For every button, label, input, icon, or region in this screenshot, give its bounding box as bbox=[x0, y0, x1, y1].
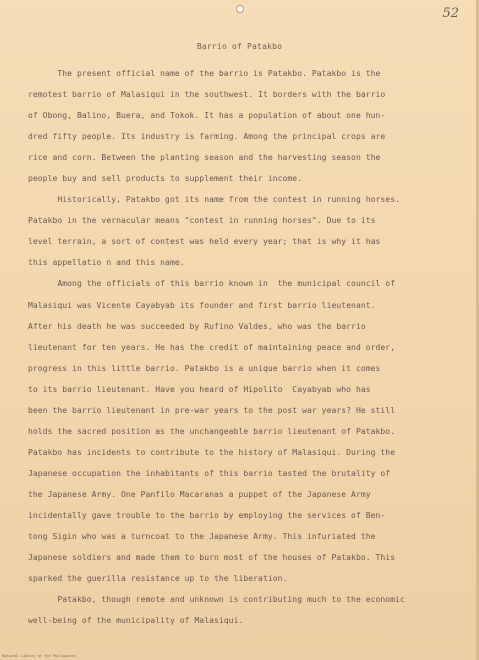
text-line: Japanese soldiers and made them to burn most of the houses of Patakbo. This bbox=[28, 553, 396, 563]
text-line: the Japanese Army. One Panfilo Macaranas a puppet of the Japanese Army bbox=[28, 489, 371, 499]
text-line: Historically, Patakbo got its name from the contest in running horses. bbox=[28, 195, 400, 205]
text-line: progress in this little barrio. Patakbo is a unique barrio when it comes bbox=[28, 363, 381, 373]
text-line: sparked the guerilla resistance up to the liberation. bbox=[28, 574, 288, 584]
text-line: Patakbo in the vernacular means "contest in running horses". Due to its bbox=[28, 216, 376, 226]
text-line: level terrain, a sort of contest was held every year; that is why it has bbox=[28, 237, 381, 247]
text-line: been the barrio lieutenant in pre-war years to the post war years? He still bbox=[28, 405, 396, 415]
text-line: rice and corn. Between the planting season and the harvesting season the bbox=[28, 153, 381, 163]
punch-hole-icon bbox=[236, 5, 244, 13]
text-line: lieutenant for ten years. He has the credit of maintaining peace and order, bbox=[28, 342, 396, 352]
document-title: Barrio of Patakbo bbox=[196, 42, 283, 51]
text-line: After his death he was succeeded by Rufino Valdes, who was the barrio bbox=[28, 321, 366, 331]
document-body bbox=[28, 63, 440, 631]
text-line: Malasiqui was Vicente Cayabyab its founder and first barrio lieutenant. bbox=[28, 300, 376, 310]
paragraph bbox=[28, 589, 440, 631]
text-line: this appellatio n and this name. bbox=[28, 258, 185, 268]
paragraph bbox=[28, 189, 440, 273]
text-line: people buy and sell products to supplement their income. bbox=[28, 174, 303, 184]
text-line: dred fifty people. Its industry is farming. Among the principal crops are bbox=[28, 132, 386, 142]
footer-credit: National Library of the Philippines bbox=[2, 654, 76, 658]
text-line: incidentally gave trouble to the barrio by employing the services of Ben- bbox=[28, 510, 386, 520]
text-line: tong Sigin who was a turncoat to the Japanese Army. This infuriated the bbox=[28, 532, 376, 542]
paragraph bbox=[28, 63, 440, 189]
text-line: The present official name of the barrio is Patakbo. Patakbo is the bbox=[28, 69, 381, 78]
text-line: of Obong, Balino, Buera, and Tokok. It has a population of about one hun- bbox=[28, 111, 386, 121]
text-line: well-being of the municipality of Malasiqui. bbox=[28, 616, 244, 626]
text-line: remotest barrio of Malasiqui in the southwest. It borders with the barrio bbox=[28, 90, 386, 100]
text-line: Patakbo, though remote and unknown is contributing much to the economic bbox=[28, 595, 405, 605]
text-line: Among the officials of this barrio known in the municipal council of bbox=[28, 279, 396, 289]
text-line: holds the sacred position as the unchangeable barrio lieutenant of Patakbo. bbox=[28, 426, 396, 436]
text-line: Patakbo has incidents to contribute to the history of Malasiqui. During the bbox=[28, 447, 396, 457]
text-line: Japanese occupation the inhabitants of this barrio tasted the brutality of bbox=[28, 468, 391, 478]
paragraph bbox=[28, 273, 440, 589]
text-line: to its barrio lieutenant. Have you heard of Hipolito Cayabyab who has bbox=[28, 384, 371, 394]
page-number: 52 bbox=[442, 6, 459, 21]
